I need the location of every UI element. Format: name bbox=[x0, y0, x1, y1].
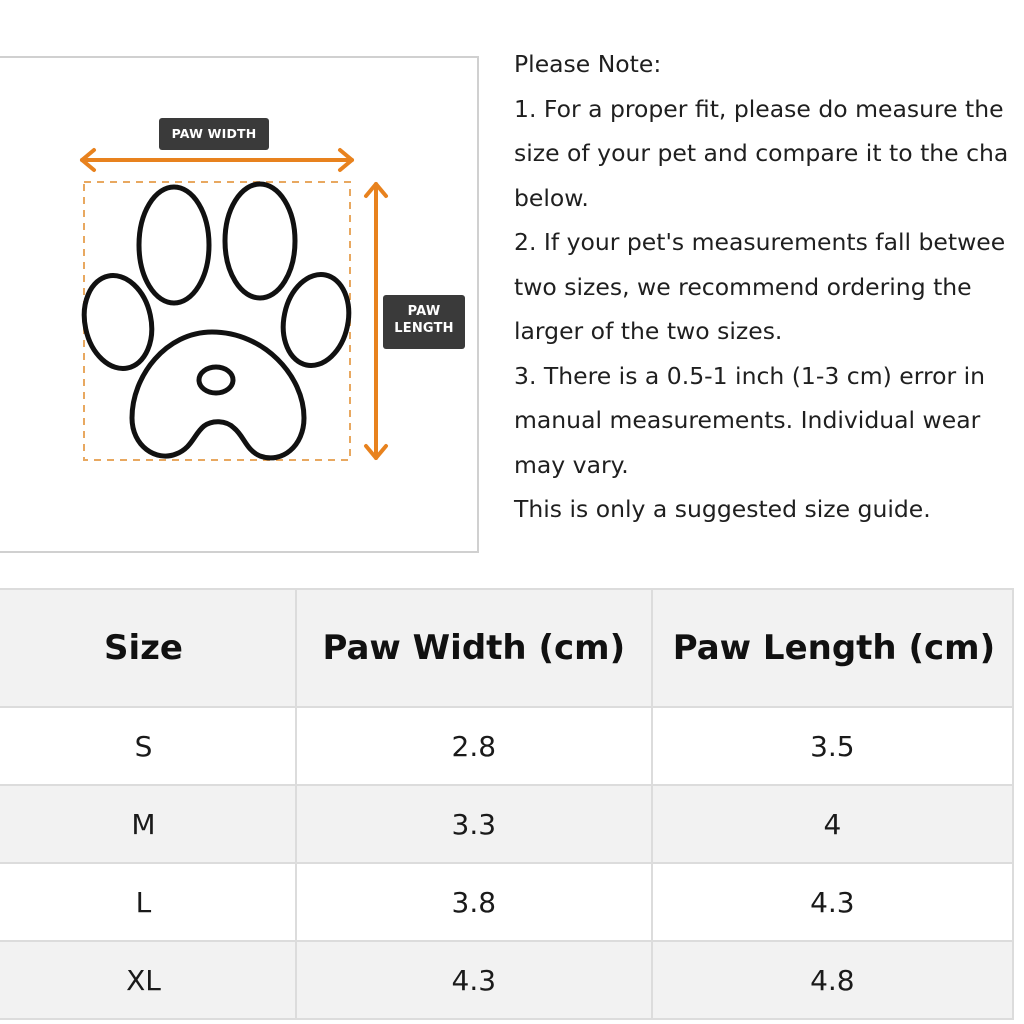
cell-paw-width: 2.8 bbox=[296, 707, 652, 785]
cell-paw-length: 4.3 bbox=[652, 863, 1013, 941]
cell-size: XL bbox=[0, 941, 296, 1019]
size-notes bbox=[514, 42, 1024, 532]
cell-paw-length: 4.8 bbox=[652, 941, 1013, 1019]
notes-heading: Please Note: bbox=[514, 50, 662, 78]
paw-length-label bbox=[383, 295, 465, 349]
cell-size: L bbox=[0, 863, 296, 941]
table-row bbox=[0, 941, 1013, 1019]
paw-print-icon bbox=[76, 184, 357, 458]
notes-line: manual measurements. Individual wear bbox=[514, 406, 981, 434]
notes-line: This is only a suggested size guide. bbox=[514, 495, 931, 523]
notes-line: 1. For a proper fit, please do measure the bbox=[514, 94, 1004, 123]
notes-line: larger of the two sizes. bbox=[514, 317, 783, 345]
cell-paw-width: 4.3 bbox=[296, 941, 652, 1019]
cell-size: S bbox=[0, 707, 296, 785]
cell-size: M bbox=[0, 785, 296, 863]
paw-length-label-line1: PAW bbox=[407, 304, 441, 319]
cell-paw-length: 3.5 bbox=[652, 707, 1013, 785]
paw-measurement-diagram bbox=[0, 56, 479, 553]
notes-line: below. bbox=[514, 183, 589, 212]
header-paw-length: Paw Length (cm) bbox=[652, 589, 1013, 707]
notes-line: size of your pet and compare it to the cha bbox=[514, 139, 1009, 167]
notes-line: 3. There is a 0.5-1 inch (1-3 cm) error in bbox=[514, 361, 986, 390]
cell-paw-width: 3.8 bbox=[296, 863, 652, 941]
paw-width-label: PAW WIDTH bbox=[159, 118, 269, 150]
header-paw-width: Paw Width (cm) bbox=[296, 589, 652, 707]
cell-paw-width: 3.3 bbox=[296, 785, 652, 863]
table-row bbox=[0, 707, 1013, 785]
width-arrow-icon bbox=[82, 150, 352, 170]
table-row bbox=[0, 785, 1013, 863]
cell-paw-length: 4 bbox=[652, 785, 1013, 863]
paw-length-label-line2: LENGTH bbox=[394, 321, 454, 336]
notes-line: two sizes, we recommend ordering the bbox=[514, 272, 972, 301]
notes-line: may vary. bbox=[514, 450, 629, 479]
table-header-row bbox=[0, 589, 1013, 707]
table-row bbox=[0, 863, 1013, 941]
notes-line: 2. If your pet's measurements fall betwee bbox=[514, 228, 1006, 256]
size-chart-table bbox=[0, 588, 1014, 1020]
header-size: Size bbox=[0, 589, 296, 707]
